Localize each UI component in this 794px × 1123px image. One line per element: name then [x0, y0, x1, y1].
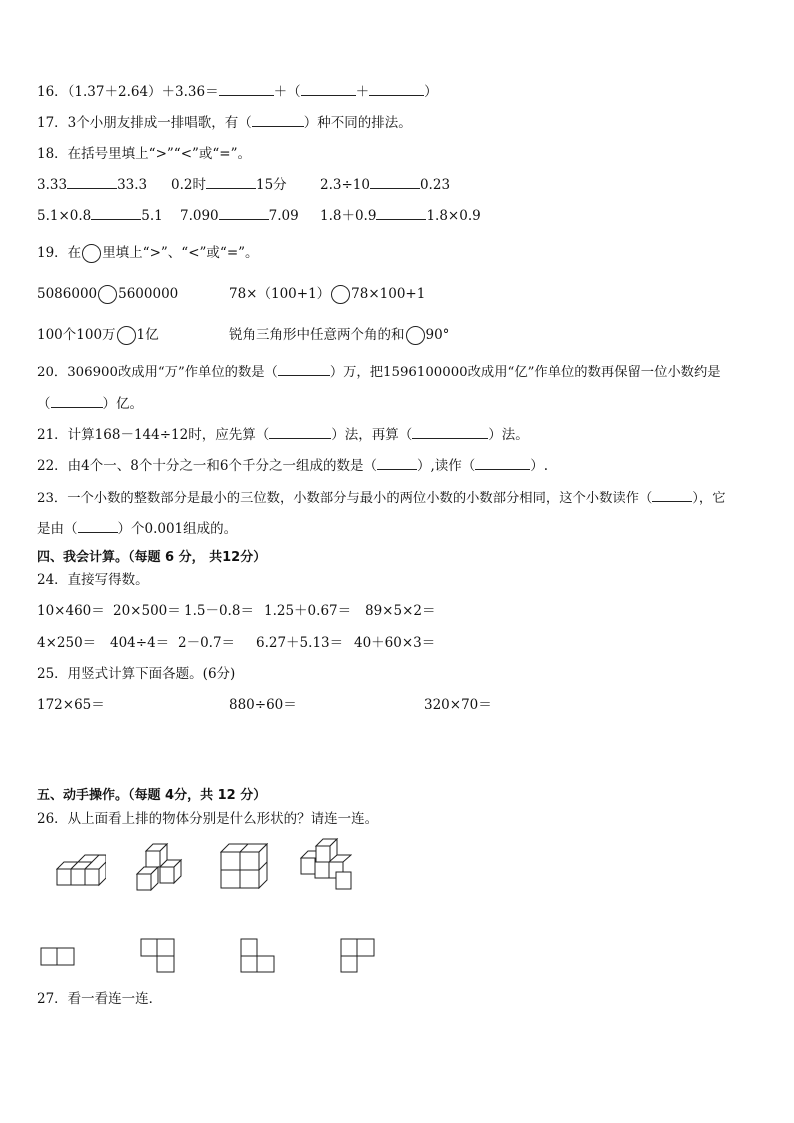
answer-blank[interactable]: [376, 207, 426, 220]
q20-text: 20．306900改成用“万”作单位的数是（: [37, 365, 278, 380]
question-25-title: 25．用竖式计算下面各题。(6分): [37, 666, 236, 682]
circle-blank[interactable]: [117, 326, 136, 345]
answer-blank[interactable]: [91, 207, 141, 220]
q19-item: [229, 285, 425, 304]
q18-text: 15分: [255, 177, 287, 193]
q19-item: [37, 326, 159, 345]
top-view-shape-1[interactable]: [40, 947, 76, 967]
q21-text: 21．计算168－144÷12时，应先算（: [37, 427, 270, 443]
answer-blank[interactable]: [206, 176, 256, 189]
q18-text: 1.8×0.9: [426, 208, 481, 224]
q18-text: 5.1: [141, 208, 163, 224]
vertical-calc-item: 172×65＝: [37, 697, 105, 713]
question-20-cont: [37, 395, 143, 413]
question-24-title: 24．直接写得数。: [37, 572, 149, 588]
answer-blank[interactable]: [370, 176, 420, 189]
q16-text: ＋（: [273, 84, 301, 100]
cube-figure-2[interactable]: [136, 843, 188, 891]
q18-item: [320, 207, 481, 225]
q19-text: 19．在: [37, 245, 82, 261]
calc-item: 40＋60×3＝: [354, 635, 436, 651]
answer-blank[interactable]: [252, 114, 304, 127]
question-27: 27．看一看连一连．: [37, 991, 163, 1007]
q22-text: 22．由4个一、8个十分之一和6个千分之一组成的数是（: [37, 458, 377, 474]
circle-blank[interactable]: [98, 285, 117, 304]
answer-blank[interactable]: [219, 207, 269, 220]
calc-item: 1.25＋0.67＝: [264, 603, 352, 619]
q23-text: ），它: [692, 491, 726, 506]
q19-text: 5600000: [118, 286, 179, 302]
answer-blank[interactable]: [301, 83, 356, 96]
q23-text: 是由（: [37, 521, 78, 537]
q19-text: 里填上“>”、“<”或“=”。: [102, 245, 259, 261]
q22-text: ）.: [530, 458, 549, 474]
answer-blank[interactable]: [269, 426, 331, 439]
circle-blank[interactable]: [406, 326, 425, 345]
q18-item: [320, 176, 450, 194]
vertical-calc-item: 320×70＝: [424, 697, 492, 713]
q18-item: [37, 207, 163, 225]
question-21: [37, 426, 529, 444]
cube-figure-1[interactable]: [56, 854, 106, 890]
q18-text: 0.2时: [171, 177, 206, 193]
q22-text: ）,读作（: [416, 458, 476, 474]
q21-text: ）法。: [488, 427, 529, 443]
q16-text: 16．（1.37＋2.64）＋3.36＝: [37, 84, 219, 100]
q19-text: 78×100+1: [351, 286, 426, 302]
q19-text: 90°: [425, 327, 450, 343]
circle-blank[interactable]: [82, 244, 101, 263]
q19-text: 1亿: [136, 327, 159, 343]
calc-item: 2－0.7＝: [178, 635, 236, 651]
question-26: 26．从上面看上排的物体分别是什么形状的？请连一连。: [37, 811, 379, 827]
top-view-shape-2[interactable]: [140, 938, 176, 974]
answer-blank[interactable]: [67, 176, 117, 189]
question-23: [37, 489, 726, 508]
q23-text: ）个0.001组成的。: [117, 521, 238, 537]
q17-text: 17．3个小朋友排成一排唱歌，有（: [37, 115, 252, 131]
q18-text: 7.090: [180, 208, 219, 224]
q19-item: [37, 285, 178, 304]
calc-item: 4×250＝: [37, 635, 97, 651]
q18-text: 33.3: [117, 177, 148, 193]
question-19-title: [37, 244, 259, 263]
answer-blank[interactable]: [475, 457, 530, 470]
q18-text: 5.1×0.8: [37, 208, 92, 224]
calc-item: 89×5×2＝: [365, 603, 436, 619]
calc-item: 404÷4＝: [110, 635, 170, 651]
q18-item: [180, 207, 299, 225]
q19-text: 100个100万: [37, 327, 116, 343]
top-view-shape-3[interactable]: [240, 938, 276, 974]
answer-blank[interactable]: [377, 457, 417, 470]
calc-item: 10×460＝: [37, 603, 105, 619]
q18-text: 3.33: [37, 177, 68, 193]
cube-figure-4[interactable]: [300, 838, 352, 890]
answer-blank[interactable]: [51, 395, 103, 408]
question-16: [37, 83, 438, 101]
answer-blank[interactable]: [78, 520, 118, 533]
q18-text: 2.3÷10: [320, 177, 370, 193]
q16-text: ）: [424, 84, 438, 100]
question-22: [37, 457, 548, 475]
q21-text: ）法，再算（: [331, 427, 413, 443]
answer-blank[interactable]: [652, 489, 692, 502]
q18-text: 0.23: [419, 177, 451, 193]
q19-text: 锐角三角形中任意两个角的和: [229, 327, 405, 343]
question-18-title: 18．在括号里填上“>”“<”或“=”。: [37, 146, 252, 162]
circle-blank[interactable]: [331, 285, 350, 304]
answer-blank[interactable]: [278, 363, 330, 376]
question-17: [37, 114, 412, 132]
q19-text: 5086000: [37, 286, 98, 302]
q20-text: （: [37, 396, 51, 412]
q19-text: 78×（100+1）: [229, 286, 331, 302]
q20-text: ）亿。: [102, 396, 143, 412]
answer-blank[interactable]: [369, 83, 424, 96]
q18-item: [37, 176, 147, 194]
q18-item: [171, 176, 287, 194]
cube-figure-3[interactable]: [220, 843, 268, 889]
calc-item: 20×500＝: [113, 603, 181, 619]
q19-item: [229, 326, 449, 345]
q17-text: ）种不同的排法。: [303, 115, 412, 131]
q16-text: ＋: [355, 84, 370, 100]
answer-blank[interactable]: [412, 426, 488, 439]
vertical-calc-item: 880÷60＝: [229, 697, 297, 713]
top-view-shape-4[interactable]: [340, 938, 376, 974]
calc-item: 6.27＋5.13＝: [256, 635, 344, 651]
question-23-cont: [37, 520, 237, 538]
answer-blank[interactable]: [219, 83, 274, 96]
question-20: [37, 363, 721, 382]
q20-text: ）万，把1596100000改成用“亿”作单位的数再保留一位小数约是: [329, 365, 721, 380]
section-4-heading: 四、我会计算。（每题 6 分， 共12分）: [37, 550, 267, 565]
q23-text: 23．一个小数的整数部分是最小的三位数，小数部分与最小的两位小数的小数部分相同，这个小数读作（: [37, 491, 653, 506]
q18-text: 7.09: [268, 208, 299, 224]
calc-item: 1.5－0.8＝: [184, 603, 254, 619]
q18-text: 1.8＋0.9: [320, 208, 377, 224]
section-5-heading: 五、动手操作。（每题 4分，共 12 分）: [37, 788, 267, 803]
